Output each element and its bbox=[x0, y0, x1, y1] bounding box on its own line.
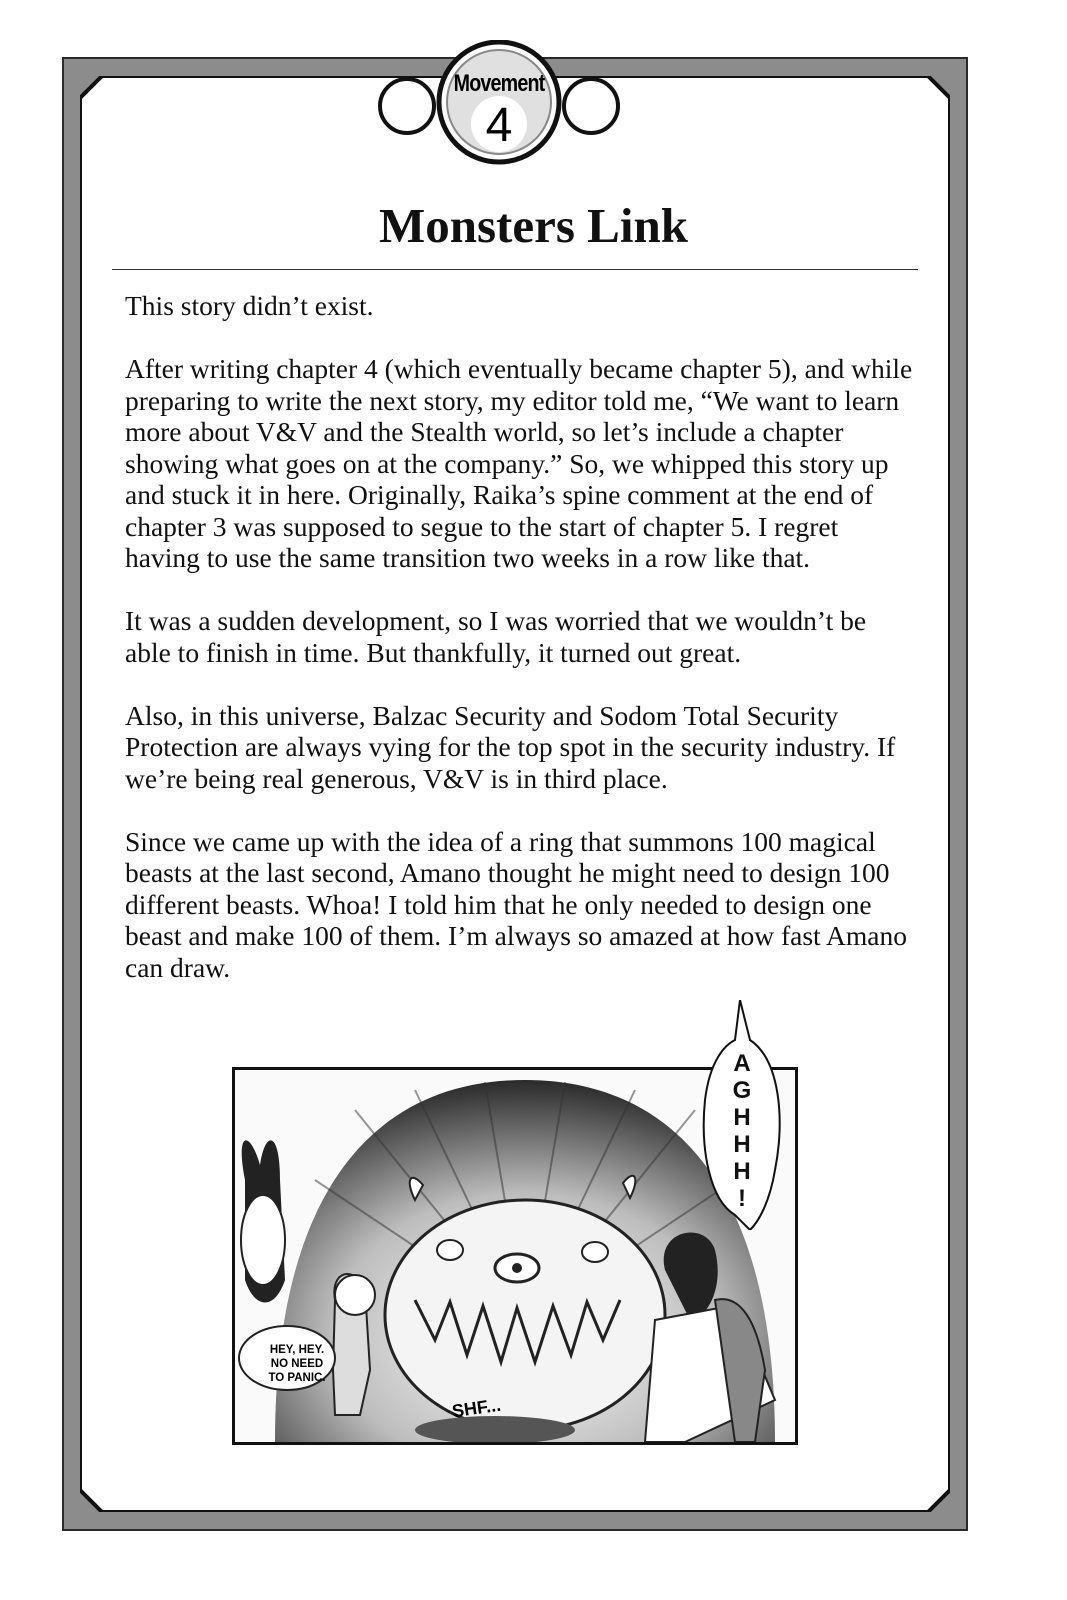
paragraph: After writing chapter 4 (which eventually became chapter 5), and while preparing to write the next story, my editor told me, “We want to learn more about V&V and the Stealth world, so let’s include a chapter showing what goes on at the company.” So, we whipped this story up and stuck it in here. Originally, Raika’s spine comment at the end of chapter 3 was supposed to segue to the start of chapter 5. I regret having to use the same transition two weeks in a row like that. bbox=[125, 353, 913, 573]
movement-badge bbox=[374, 40, 624, 170]
title-divider bbox=[112, 269, 918, 270]
paragraph: It was a sudden development, so I was worried that we wouldn’t be able to finish in time. But thankfully, it turned out great. bbox=[125, 605, 867, 668]
badge-number: 4 bbox=[485, 99, 513, 152]
page-title: Monsters Link bbox=[378, 198, 688, 253]
body-text bbox=[125, 290, 915, 1015]
paragraph: Since we came up with the idea of a ring that summons 100 magical beasts at the last second, Amano thought he might need to design 100 different beasts. Whoa! I told him that he only needed to design one beast and make 100 of them. I’m always so amazed at how fast Amano can draw. bbox=[125, 825, 907, 983]
scream-text: A G H H H ! bbox=[732, 1050, 752, 1212]
paragraph: Also, in this universe, Balzac Security and Sodom Total Security Protection are always vying for the top spot in the security industry. If we’re being real generous, V&V is in third place. bbox=[125, 699, 896, 794]
speech-bubble-text: HEY, HEY. NO NEED TO PANIC. bbox=[268, 1344, 326, 1384]
sound-effect: SHF... bbox=[450, 1394, 503, 1422]
paragraph: This story didn’t exist. bbox=[125, 290, 374, 321]
badge-word: Movement bbox=[453, 70, 545, 97]
